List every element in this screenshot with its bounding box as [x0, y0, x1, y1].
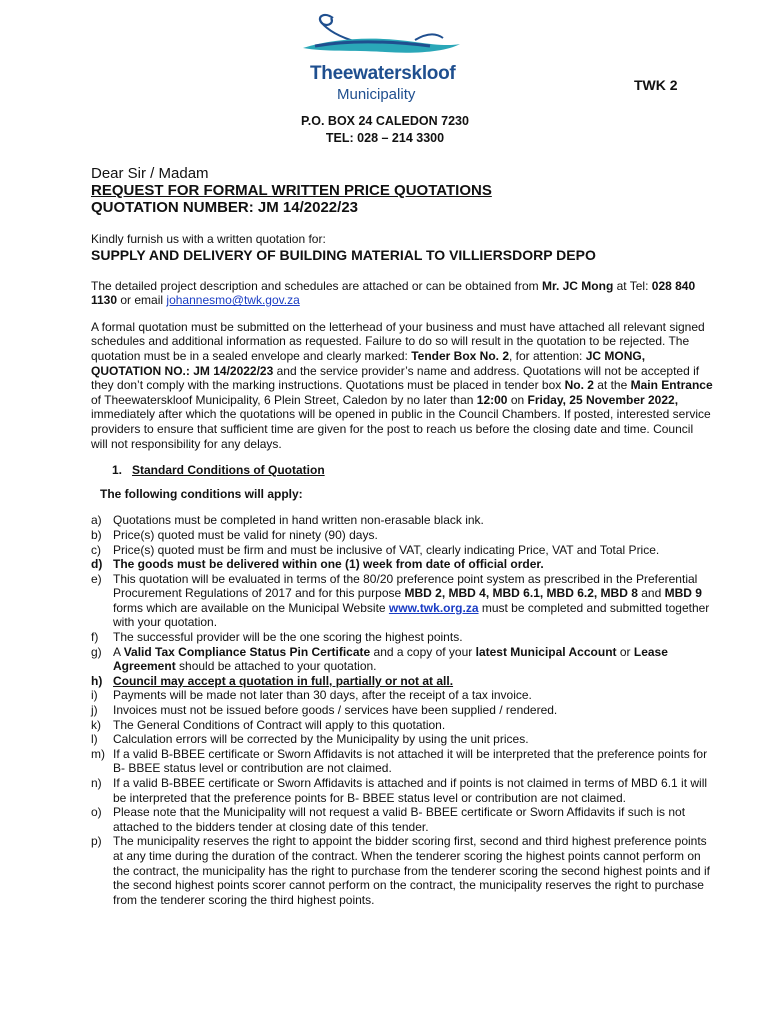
- brand-subtitle: Municipality: [337, 86, 416, 103]
- condition-item: e) This quotation will be evaluated in terms of the 80/20 preference point system as prescribed in the Preferential Procurement Regulations of 2017 and for this purpose MBD 2, MBD 4, MBD 6.1, MBD 6.2, MBD 8 and MBD 9 forms which are available on the Municipal Website www.twk.org.za must be completed and submitted together with your quotation.: [91, 571, 710, 630]
- condition-item: n) If a valid B-BBEE certificate or Sworn Affidavits is attached and if points is not claimed in terms of MBD 6.1 it will be interpreted that the preference points for B- BBEE status level or contribution are not claimed.: [91, 776, 708, 805]
- letter-body: [91, 165, 713, 907]
- document-code: TWK 2: [634, 77, 678, 93]
- condition-item: m) If a valid B-BBEE certificate or Sworn Affidavits is not attached it will be interpreted that the preference points for B- BBEE status level or contribution are not claimed.: [91, 746, 708, 776]
- condition-item: l) Calculation errors will be corrected by the Municipality by using the unit prices.: [91, 732, 529, 747]
- condition-item: d) The goods must be delivered within one (1) week from date of official order.: [91, 557, 544, 572]
- condition-item: j) Invoices must not be issued before goods / services have been supplied / rendered.: [91, 703, 558, 718]
- website-link[interactable]: www.twk.org.za: [388, 600, 479, 615]
- condition-item: a) Quotations must be completed in hand written non-erasable black ink.: [91, 513, 484, 528]
- conditions-list: [91, 513, 713, 907]
- condition-item: h) Council may accept a quotation in full, partially or not at all.: [91, 673, 454, 688]
- conditions-intro: The following conditions will apply:: [100, 486, 303, 501]
- condition-item: p) The municipality reserves the right to appoint the bidder scoring first, second and third highest preference points at any time during the duration of the contract. When the tenderer scoring the highest points cannot perform on the contract, the municipality has the right to purchase from the tenderer scoring the second highest points and if the second highest points scorer cannot perform on the contract, the municipality reserves the right to purchase from the tenderer scoring the third highest points.: [91, 834, 711, 907]
- condition-item: i) Payments will be made not later than 30 days, after the receipt of a tax invoice.: [91, 688, 532, 703]
- section-heading: 1. Standard Conditions of Quotation: [112, 463, 325, 478]
- telephone: TEL: 028 – 214 3300: [325, 131, 445, 145]
- contact-paragraph: The detailed project description and schedules are attached or can be obtained from Mr. JC Mong at Tel: 028 840 1130 or email johannesmo@twk.gov.za: [91, 278, 696, 308]
- request-title: REQUEST FOR FORMAL WRITTEN PRICE QUOTATIONS: [91, 182, 492, 199]
- condition-item: o) Please note that the Municipality will not request a valid B- BBEE certificate or Sworn Affidavits if such is not attached to the bidders tender at closing date of this tender.: [91, 805, 686, 834]
- condition-item: f) The successful provider will be the one scoring the highest points.: [91, 630, 463, 645]
- condition-item: g) A Valid Tax Compliance Status Pin Certificate and a copy of your latest Municipal Account or Lease Agreement should be attached to your quotation.: [91, 644, 668, 674]
- contact-name: Mr. JC Mong: [541, 278, 614, 293]
- condition-item: b) Price(s) quoted must be valid for ninety (90) days.: [91, 527, 378, 542]
- contact-tel: 028 840 1130: [91, 278, 696, 308]
- salutation: Dear Sir / Madam: [91, 165, 209, 182]
- brand-name: Theewaterskloof: [310, 63, 456, 84]
- quotation-subject: SUPPLY AND DELIVERY OF BUILDING MATERIAL TO VILLIERSDORP DEPO: [91, 246, 596, 263]
- swan-logo-icon: [295, 8, 465, 68]
- quotation-number: QUOTATION NUMBER: JM 14/2022/23: [91, 199, 359, 216]
- postal-address: P.O. BOX 24 CALEDON 7230: [301, 114, 469, 128]
- condition-item: k) The General Conditions of Contract will apply to this quotation.: [91, 717, 446, 732]
- condition-item: c) Price(s) quoted must be firm and must be inclusive of VAT, clearly indicating Price, VAT and Total Price.: [91, 542, 660, 557]
- formal-quotation-paragraph: A formal quotation must be submitted on the letterhead of your business and must have attached all relevant signed schedules and additional information as requested. Failure to do so will result in the quotation to be rejected. The quotation must be in a sealed envelope and clearly marked: Tender Box No. 2, for attention: JC MONG, QUOTATION NO.: JM 14/2022/23 and the service provider’s name and address. Quotations will not be accepted if they don’t comply with the marking instructions. Quotations must be placed in tender box No. 2 at the Main Entrance of Theewaterskloof Municipality, 6 Plein Street, Caledon by no later than 12:00 on Friday, 25 November 2022, immediately after which the quotations will be opened in public in the Council Chambers. If posted, interested service providers to ensure that sufficient time are given for the post to reach us before the closing date and time. Council will not responsibility for any delays.: [91, 319, 713, 451]
- contact-email-link[interactable]: johannesmo@twk.gov.za: [166, 293, 300, 308]
- furnish-line: Kindly furnish us with a written quotation for:: [91, 232, 326, 246]
